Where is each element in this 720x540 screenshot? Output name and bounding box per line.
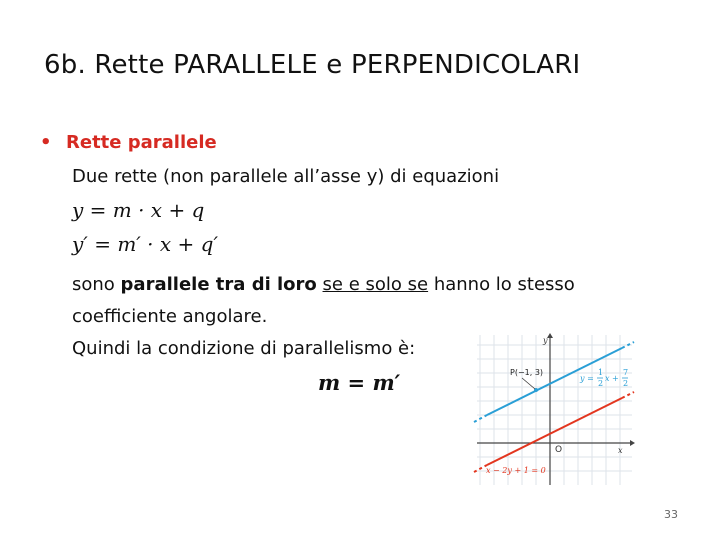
- slide-title: 6b. Rette PARALLELE e PERPENDICOLARI: [44, 50, 581, 80]
- text-line-2: [72, 274, 575, 295]
- text-line-2-a: sono: [72, 274, 121, 295]
- text-line-4: Quindi la condizione di parallelismo è:: [72, 338, 416, 359]
- section-heading: Rette parallele: [66, 132, 217, 153]
- red-line-dash-right: [622, 392, 634, 398]
- x-axis-label: x: [618, 446, 623, 455]
- point-p-label: P(−1, 3): [510, 368, 544, 377]
- red-line-equation: x − 2y + 1 = 0: [486, 466, 546, 475]
- parallel-condition: m = m′: [318, 370, 401, 395]
- page-number: 33: [664, 508, 678, 521]
- blue-eq-frac2-num: 7: [623, 368, 629, 377]
- blue-line-equation: [579, 368, 628, 388]
- bullet-icon: •: [40, 132, 52, 153]
- blue-eq-frac1-num: 1: [598, 368, 604, 377]
- blue-eq-frac1-den: 2: [598, 379, 604, 388]
- blue-eq-lhs: y =: [580, 374, 594, 383]
- blue-eq-frac2-den: 2: [623, 379, 629, 388]
- text-line-2-bold: parallele tra di loro: [120, 274, 317, 295]
- bullet-heading-row: [40, 132, 217, 153]
- graph-grid: [477, 335, 632, 485]
- text-line-2-e: hanno lo stesso: [428, 274, 575, 295]
- parallel-lines-graph: [472, 330, 637, 490]
- y-axis-arrow-icon: [547, 333, 553, 338]
- text-line-2-underline: se e solo se: [322, 274, 429, 295]
- text-line-3: coefficiente angolare.: [72, 306, 268, 327]
- equation-1: y = m · x + q: [72, 198, 205, 222]
- text-line-1: Due rette (non parallele all’asse y) di equazioni: [72, 166, 500, 187]
- y-axis-label: y: [543, 336, 548, 345]
- x-axis-arrow-icon: [630, 440, 635, 446]
- equation-2: y′ = m′ · x + q′: [72, 232, 218, 256]
- origin-label: O: [555, 445, 563, 455]
- blue-eq-mid: x +: [605, 374, 619, 383]
